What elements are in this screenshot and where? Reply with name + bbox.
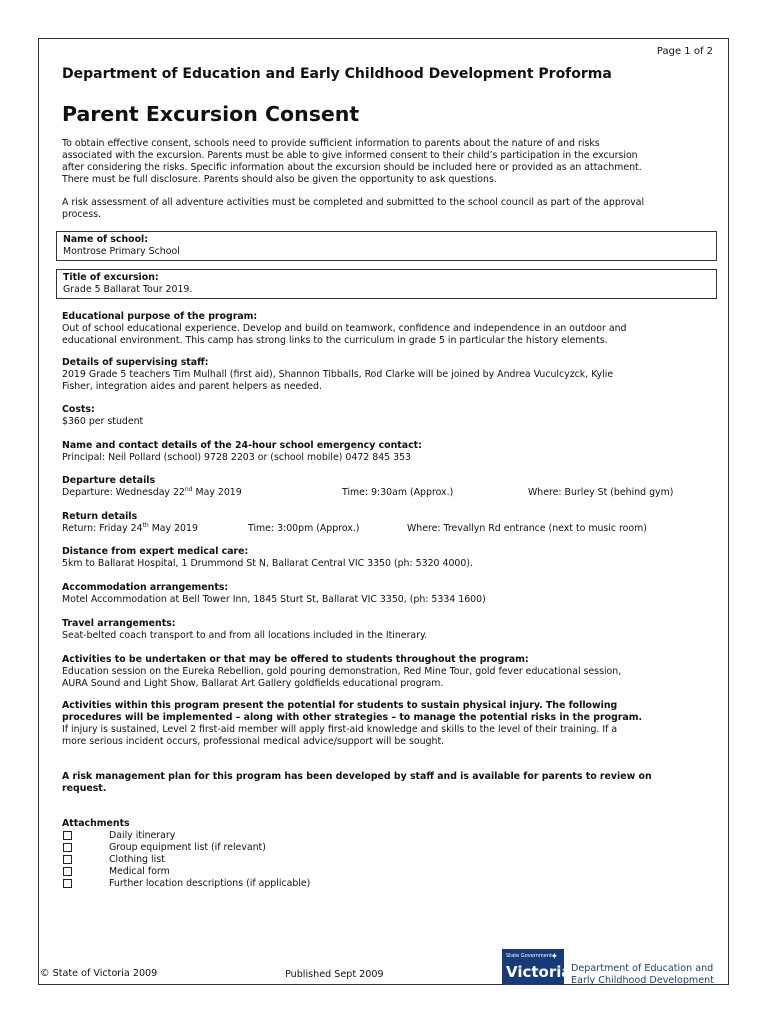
victoria-logo: State Government Victoria ✦ [502,949,564,985]
travel-section: Travel arrangements: Seat-belted coach transport to and from all locations included in the Itinerary. [62,618,428,641]
checkbox[interactable] [63,867,72,876]
risk-procedures-section: Activities within this program present the potential for students to sustain physical injury. The following procedures will be implemented – along with other strategies – to manage the potential risks in the program. If injury is sustained, Level 2 first-aid member will apply first-aid knowledge and skills to the level of their training. If a more serious incident occurs, professional medical advice/support will be sought. [62,700,643,747]
page-number: Page 1 of 2 [656,46,713,57]
accommodation-section: Accommodation arrangements: Motel Accommodation at Bell Tower Inn, 1845 Sturt St, Ballarat VIC 3350, (ph: 5334 1600) [62,582,486,605]
published-date: Published Sept 2009 [285,969,384,980]
departure-location: Where: Burley St (behind gym) [528,487,674,498]
excursion-title-value: Grade 5 Ballarat Tour 2019. [63,284,193,295]
medical-care-section: Distance from expert medical care: 5km to Ballarat Hospital, 1 Drummond St N, Ballarat Central VIC 3350 (ph: 5320 4000). [62,546,473,569]
staff-section: Details of supervising staff: 2019 Grade 5 teachers Tim Mulhall (first aid), Shannon Tibballs, Rod Clarke will be joined by Andrea Vuculcyzck, Kylie Fisher, integration aides and parent helpers as needed. [62,357,614,392]
return-date: Return: Friday 24th May 2019 [62,521,198,534]
school-name-label: Name of school: [63,234,149,245]
risk-assessment-paragraph: A risk assessment of all adventure activities must be completed and submitted to the school council as part of the approval process. [62,197,645,220]
return-time: Time: 3:00pm (Approx.) [248,523,360,534]
activities-section: Activities to be undertaken or that may be offered to students throughout the program: Education session on the Eureka Rebellion, gold pouring demonstration, Red Mine Tour, gold fever educational session, AURA Sound and Light Show, Ballarat Art Gallery goldfields educational program. [62,654,622,689]
department-heading: Department of Education and Early Childhood Development Proforma [62,66,612,82]
school-name-field [56,231,717,261]
stars-icon: ✦ [550,952,558,962]
departure-date: Departure: Wednesday 22nd May 2019 [62,485,242,498]
excursion-title-field [56,269,717,299]
copyright-text: © State of Victoria 2009 [40,968,158,979]
purpose-section: Educational purpose of the program: Out of school educational experience. Develop and build on teamwork, confidence and independence in an outdoor and educational environment. This camp has strong links to the curriculum in grade 5 in particular the history elements. [62,311,627,346]
checkbox[interactable] [63,879,72,888]
page-title: Parent Excursion Consent [62,102,360,126]
department-logo-text: Department of Education and Early Childhood Development [571,963,715,986]
checkbox[interactable] [63,831,72,840]
departure-time: Time: 9:30am (Approx.) [342,487,454,498]
risk-plan-notice: A risk management plan for this program has been developed by staff and is available for parents to review on request. [62,771,652,794]
excursion-title-label: Title of excursion: [63,272,159,283]
school-name-value: Montrose Primary School [63,246,180,257]
emergency-contact-section: Name and contact details of the 24-hour school emergency contact: Principal: Neil Pollard (school) 9728 2203 or (school mobile) 0472 845 353 [62,440,422,463]
costs-section: Costs: $360 per student [62,404,144,427]
return-location: Where: Trevallyn Rd entrance (next to music room) [407,523,647,534]
checkbox[interactable] [63,855,72,864]
intro-paragraph: To obtain effective consent, schools need to provide sufficient information to parents about the nature of and risks associated with the excursion. Parents must be able to give informed consent to their child’s participation in the excursion after considering the risks. Specific information about the excursion should be included here or provided as an attachment. There must be full disclosure. Parents should also be given the opportunity to ask questions. [62,138,642,185]
return-section: Return details Return: Friday 24th May 2019 Time: 3:00pm (Approx.) Where: Trevallyn Rd entrance (next to music room) [62,511,647,534]
checkbox[interactable] [63,843,72,852]
departure-section: Departure details Departure: Wednesday 22nd May 2019 Time: 9:30am (Approx.) Where: Burley St (behind gym) [62,475,674,498]
attachments-heading: Attachments [62,818,130,829]
